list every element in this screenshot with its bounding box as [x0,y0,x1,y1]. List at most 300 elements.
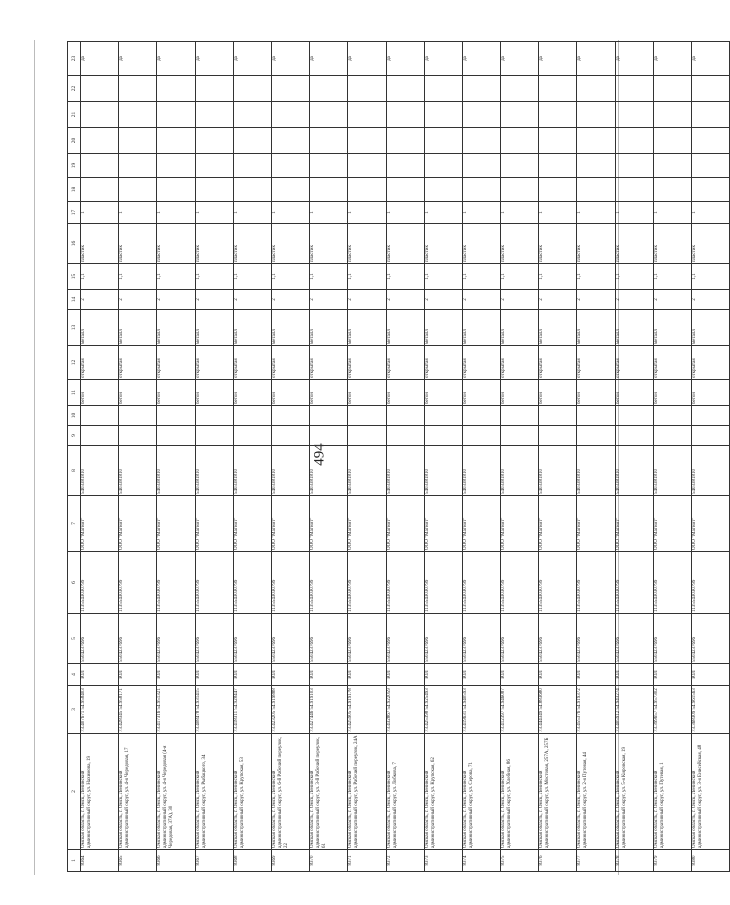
column-header: 22 [68,76,81,102]
cell-inn: 5504237696 [119,614,157,664]
cell-coords: 73.368309 54.961563 [692,686,730,734]
cell-address: Омская область, г. Омск, Ленинский административный округ, ул. Крупская, 53 [233,734,271,850]
cell-id: 8372 [386,850,424,872]
cell-empty [462,154,500,178]
column-header: 21 [68,102,81,128]
cell-ogrn: 1135543030799 [692,552,730,614]
cell-empty [424,76,462,102]
table-row [692,42,730,872]
column-header: 15 [68,264,81,290]
cell-vol: 2 [386,290,424,310]
cell-c23: да [195,42,233,76]
cell-name: ООО "Магнит" [424,496,462,552]
cell-inn: 5504237696 [310,614,348,664]
cell-ogrn: 1135543030799 [271,552,309,614]
cell-waste: пластик [233,224,271,264]
cell-name: ООО "Магнит" [539,496,577,552]
cell-cover: бетон [271,380,309,406]
cell-empty [424,128,462,154]
cell-ogrn: 1135543030799 [386,552,424,614]
cell-empty [119,76,157,102]
cell-empty [81,128,119,154]
table-row [119,42,157,872]
cell-id: 8376 [539,850,577,872]
cell-id: 8364 [81,850,119,872]
cell-vol: 2 [692,290,730,310]
cell-qty: 1 [195,202,233,224]
cell-address: Омская область, г. Омск, Ленинский административный округ, ул. 5-я Кировская, 19 [615,734,653,850]
cell-empty [233,76,271,102]
cell-empty [348,178,386,202]
cell-address: Омская область, г. Омск, Ленинский административный округ, ул. Рабочий переулок, 24А [348,734,386,850]
cell-empty [386,406,424,426]
cell-empty [462,102,500,128]
cell-empty [233,406,271,426]
cell-inn: 5504237696 [653,614,691,664]
cell-cap: 1,1 [692,264,730,290]
cell-c23: да [692,42,730,76]
cell-vol: 2 [195,290,233,310]
cell-empty [119,406,157,426]
cell-empty [424,178,462,202]
scan-edge-left [34,40,35,875]
cell-qty: 1 [386,202,424,224]
cell-type: открытая [81,346,119,380]
column-header: 3 [68,686,81,734]
cell-inn: 5504237696 [577,614,615,664]
cell-vol: 2 [348,290,386,310]
cell-type: открытая [539,346,577,380]
cell-empty [271,76,309,102]
cell-empty [157,102,195,128]
cell-inn: 5504237696 [233,614,271,664]
cell-inn: 5504237696 [501,614,539,664]
column-header: 20 [68,128,81,154]
cell-empty [653,76,691,102]
column-header: 9 [68,426,81,446]
cell-material: металл [348,310,386,346]
cell-ogrn: 1135543030799 [577,552,615,614]
cell-id: 8379 [653,850,691,872]
cell-cover: бетон [348,380,386,406]
cell-empty [119,426,157,446]
cell-kod: ЮЛ [271,664,309,686]
cell-vol: 2 [119,290,157,310]
cell-id: 8380 [692,850,730,872]
cell-empty [233,128,271,154]
cell-empty [195,76,233,102]
cell-empty [539,76,577,102]
cell-qty: 1 [539,202,577,224]
cell-qty: 1 [348,202,386,224]
cell-c23: да [81,42,119,76]
cell-name: ООО "Магнит" [577,496,615,552]
cell-inn: 5504237696 [615,614,653,664]
cell-empty [81,154,119,178]
cell-inn: 5504237696 [271,614,309,664]
cell-coords: 73.418311 54.928447 [233,686,271,734]
cell-vol: 2 [157,290,195,310]
cell-okved: 5403381810 [119,446,157,496]
cell-waste: пластик [462,224,500,264]
cell-empty [692,154,730,178]
cell-empty [386,76,424,102]
cell-material: металл [386,310,424,346]
table-row [539,42,577,872]
cell-address: Омская область, г. Омск, Ленинский административный округ, ул. 4-я Чередовая (4-я Чередовая, 37A), 30 [157,734,195,850]
cell-ogrn: 1135543030799 [424,552,462,614]
cell-empty [348,406,386,426]
cell-qty: 1 [424,202,462,224]
cell-qty: 1 [310,202,348,224]
cell-type: открытая [271,346,309,380]
cell-type: открытая [233,346,271,380]
cell-cap: 1,1 [195,264,233,290]
cell-okved: 5403381810 [81,446,119,496]
cell-kod: ЮЛ [653,664,691,686]
cell-empty [271,154,309,178]
cell-empty [501,76,539,102]
cell-cover: бетон [462,380,500,406]
table-row [424,42,462,872]
cell-material: металл [577,310,615,346]
cell-address: Омская область, г. Омск, Ленинский административный округ, ул. 6-й Рабочий переулок, 22 [271,734,309,850]
cell-coords: 73.408478 54.931415 [195,686,233,734]
cell-name: ООО "Магнит" [615,496,653,552]
cell-empty [310,426,348,446]
cell-empty [81,76,119,102]
table-row [157,42,195,872]
cell-inn: 5504237696 [386,614,424,664]
cell-c23: да [539,42,577,76]
cell-inn: 5504237696 [157,614,195,664]
cell-address: Омская область, г. Омск, Ленинский административный округ, ул. Нахимова, 19 [81,734,119,850]
cell-ogrn: 1135543030799 [233,552,271,614]
cell-id: 8377 [577,850,615,872]
cell-empty [195,102,233,128]
cell-vol: 2 [653,290,691,310]
cell-empty [539,178,577,202]
cell-coords: 73.455376 54.919372 [577,686,615,734]
cell-cover: бетон [386,380,424,406]
cell-empty [157,76,195,102]
cell-c23: да [462,42,500,76]
cell-okved: 5403381810 [157,446,195,496]
cell-okved: 5403381810 [615,446,653,496]
cell-empty [348,128,386,154]
cell-ogrn: 1135543030799 [195,552,233,614]
cell-waste: пластик [157,224,195,264]
cell-cap: 1,1 [462,264,500,290]
cell-waste: пластик [424,224,462,264]
cell-empty [615,76,653,102]
cell-name: ООО "Магнит" [195,496,233,552]
cell-empty [615,178,653,202]
table-row [195,42,233,872]
cell-empty [692,426,730,446]
cell-type: открытая [577,346,615,380]
cell-name: ООО "Магнит" [81,496,119,552]
cell-name: ООО "Магнит" [386,496,424,552]
cell-empty [233,154,271,178]
cell-empty [310,102,348,128]
cell-cover: бетон [119,380,157,406]
cell-okved: 5403381810 [386,446,424,496]
cell-material: металл [119,310,157,346]
cell-material: металл [501,310,539,346]
cell-empty [386,426,424,446]
cell-cap: 1,1 [233,264,271,290]
column-header: 1 [68,850,81,872]
cell-ogrn: 1135543030799 [653,552,691,614]
cell-ogrn: 1135543030799 [462,552,500,614]
column-header: 10 [68,406,81,426]
cell-qty: 1 [271,202,309,224]
column-header: 12 [68,346,81,380]
column-header: 17 [68,202,81,224]
cell-waste: пластик [539,224,577,264]
cell-empty [577,154,615,178]
cell-empty [462,406,500,426]
cell-empty [577,102,615,128]
cell-address: Омская область, г. Омск, Ленинский административный округ, ул. Путевая, 1 [653,734,691,850]
cell-inn: 5504237696 [81,614,119,664]
cell-id: 8373 [424,850,462,872]
cell-empty [692,128,730,154]
cell-cap: 1,1 [157,264,195,290]
cell-material: металл [271,310,309,346]
cell-empty [501,426,539,446]
column-header: 11 [68,380,81,406]
cell-empty [348,76,386,102]
cell-cap: 1,1 [653,264,691,290]
cell-empty [462,426,500,446]
cell-empty [615,426,653,446]
cell-c23: да [653,42,691,76]
cell-empty [653,102,691,128]
cell-ogrn: 1135543030799 [81,552,119,614]
cell-qty: 1 [233,202,271,224]
cell-okved: 5403381810 [195,446,233,496]
cell-qty: 1 [119,202,157,224]
cell-okved: 5403381810 [577,446,615,496]
cell-id: 8369 [271,850,309,872]
cell-empty [81,426,119,446]
column-header: 6 [68,552,81,614]
cell-c23: да [310,42,348,76]
cell-coords: 73.425398 54.925493 [424,686,462,734]
cell-empty [386,102,424,128]
cell-empty [233,102,271,128]
cell-name: ООО "Магнит" [157,496,195,552]
cell-ogrn: 1135543030799 [119,552,157,614]
cell-id: 8365 [119,850,157,872]
cell-kod: ЮЛ [195,664,233,686]
cell-vol: 2 [539,290,577,310]
cell-empty [348,426,386,446]
cell-material: металл [462,310,500,346]
cell-qty: 1 [157,202,195,224]
cell-vol: 2 [81,290,119,310]
table-row [81,42,119,872]
cell-empty [653,154,691,178]
cell-ogrn: 1135543030799 [615,552,653,614]
cell-empty [157,406,195,426]
cell-okved: 5403381810 [310,446,348,496]
cell-empty [501,178,539,202]
cell-waste: пластик [501,224,539,264]
cell-ogrn: 1135543030799 [539,552,577,614]
cell-kod: ЮЛ [424,664,462,686]
cell-empty [424,154,462,178]
cell-empty [462,128,500,154]
cell-address: Омская область, г. Омск, Ленинский административный округ, ул. 4-я Чередовая, 17 [119,734,157,850]
cell-vol: 2 [577,290,615,310]
cell-name: ООО "Магнит" [653,496,691,552]
cell-empty [539,102,577,128]
cell-waste: пластик [615,224,653,264]
cell-coords: 73.399657 54.957302 [653,686,691,734]
table-row [271,42,309,872]
cell-ogrn: 1135543030799 [310,552,348,614]
cell-empty [119,102,157,128]
cell-empty [692,406,730,426]
cell-c23: да [119,42,157,76]
cell-inn: 5504237696 [348,614,386,664]
cell-cover: бетон [81,380,119,406]
cell-waste: пластик [195,224,233,264]
cell-empty [233,426,271,446]
cell-coords: 73.444349 54.883680 [539,686,577,734]
cell-address: Омская область, г. Омск, Ленинский административный округ, ул. Рыбацкого, 34 [195,734,233,850]
table-row [348,42,386,872]
cell-vol: 2 [233,290,271,310]
cell-empty [195,178,233,202]
column-header: 2 [68,734,81,850]
cell-cover: бетон [692,380,730,406]
cell-address: Омская область, г. Омск, Ленинский административный округ, ул. Крупская, 62 [424,734,462,850]
cell-qty: 1 [577,202,615,224]
cell-c23: да [233,42,271,76]
cell-c23: да [271,42,309,76]
cell-empty [271,406,309,426]
cell-ogrn: 1135543030799 [348,552,386,614]
cell-qty: 1 [81,202,119,224]
cell-waste: пластик [310,224,348,264]
cell-okved: 5403381810 [424,446,462,496]
cell-empty [310,76,348,102]
cell-address: Омская область, г. Омск, Ленинский административный округ, ул. Серова, 71 [462,734,500,850]
cell-qty: 1 [653,202,691,224]
cell-empty [233,178,271,202]
cell-empty [577,76,615,102]
column-header: 8 [68,446,81,496]
cell-cap: 1,1 [348,264,386,290]
cell-coords: 73.419631 54.940593 [462,686,500,734]
cell-material: металл [157,310,195,346]
cell-vol: 2 [501,290,539,310]
cell-cap: 1,1 [386,264,424,290]
cell-c23: да [348,42,386,76]
cell-id: 8371 [348,850,386,872]
cell-cap: 1,1 [81,264,119,290]
cell-empty [310,154,348,178]
column-header: 16 [68,224,81,264]
cell-address: Омская область, г. Омск, Ленинский административный округ, ул. 2-я Путевая, 44 [577,734,615,850]
cell-empty [386,178,424,202]
column-header: 5 [68,614,81,664]
cell-name: ООО "Магнит" [462,496,500,552]
column-header: 19 [68,154,81,178]
cell-id: 8374 [462,850,500,872]
cell-waste: пластик [81,224,119,264]
cell-okved: 5403381810 [692,446,730,496]
cell-empty [501,154,539,178]
cell-c23: да [615,42,653,76]
cell-empty [462,76,500,102]
cell-id: 8375 [501,850,539,872]
cell-empty [195,406,233,426]
cell-empty [501,102,539,128]
cell-cover: бетон [233,380,271,406]
cell-type: открытая [119,346,157,380]
table-row [501,42,539,872]
cell-waste: пластик [119,224,157,264]
cell-material: металл [424,310,462,346]
cell-inn: 5504237696 [424,614,462,664]
cell-empty [692,178,730,202]
cell-okved: 5403381810 [233,446,271,496]
cell-name: ООО "Магнит" [501,496,539,552]
cell-coords: 73.412397 54.946087 [501,686,539,734]
cell-empty [271,128,309,154]
cell-empty [424,102,462,128]
cell-coords: 73.427446 54.919103 [310,686,348,734]
cell-empty [692,102,730,128]
cell-type: открытая [195,346,233,380]
table-container [67,42,703,872]
cell-address: Омская область, г. Омск, Ленинский административный округ, ул. 3-й Рабочий переулок, 61 [310,734,348,850]
cell-empty [348,102,386,128]
cell-empty [539,154,577,178]
table-row [233,42,271,872]
cell-material: металл [81,310,119,346]
cell-empty [157,154,195,178]
cell-cap: 1,1 [539,264,577,290]
cell-inn: 5504237696 [195,614,233,664]
cell-empty [271,178,309,202]
cell-empty [157,178,195,202]
cell-empty [424,406,462,426]
cell-c23: да [577,42,615,76]
cell-kod: ЮЛ [692,664,730,686]
cell-kod: ЮЛ [81,664,119,686]
cell-empty [310,128,348,154]
cell-kod: ЮЛ [615,664,653,686]
cell-empty [615,154,653,178]
cell-qty: 1 [501,202,539,224]
cell-empty [653,128,691,154]
cell-type: открытая [692,346,730,380]
cell-id: 8366 [157,850,195,872]
cell-coords: 73.417316 54.951321 [157,686,195,734]
cell-cover: бетон [310,380,348,406]
table-row [310,42,348,872]
table-row [653,42,691,872]
cell-id: 8367 [195,850,233,872]
cell-id: 8368 [233,850,271,872]
column-header: 4 [68,664,81,686]
